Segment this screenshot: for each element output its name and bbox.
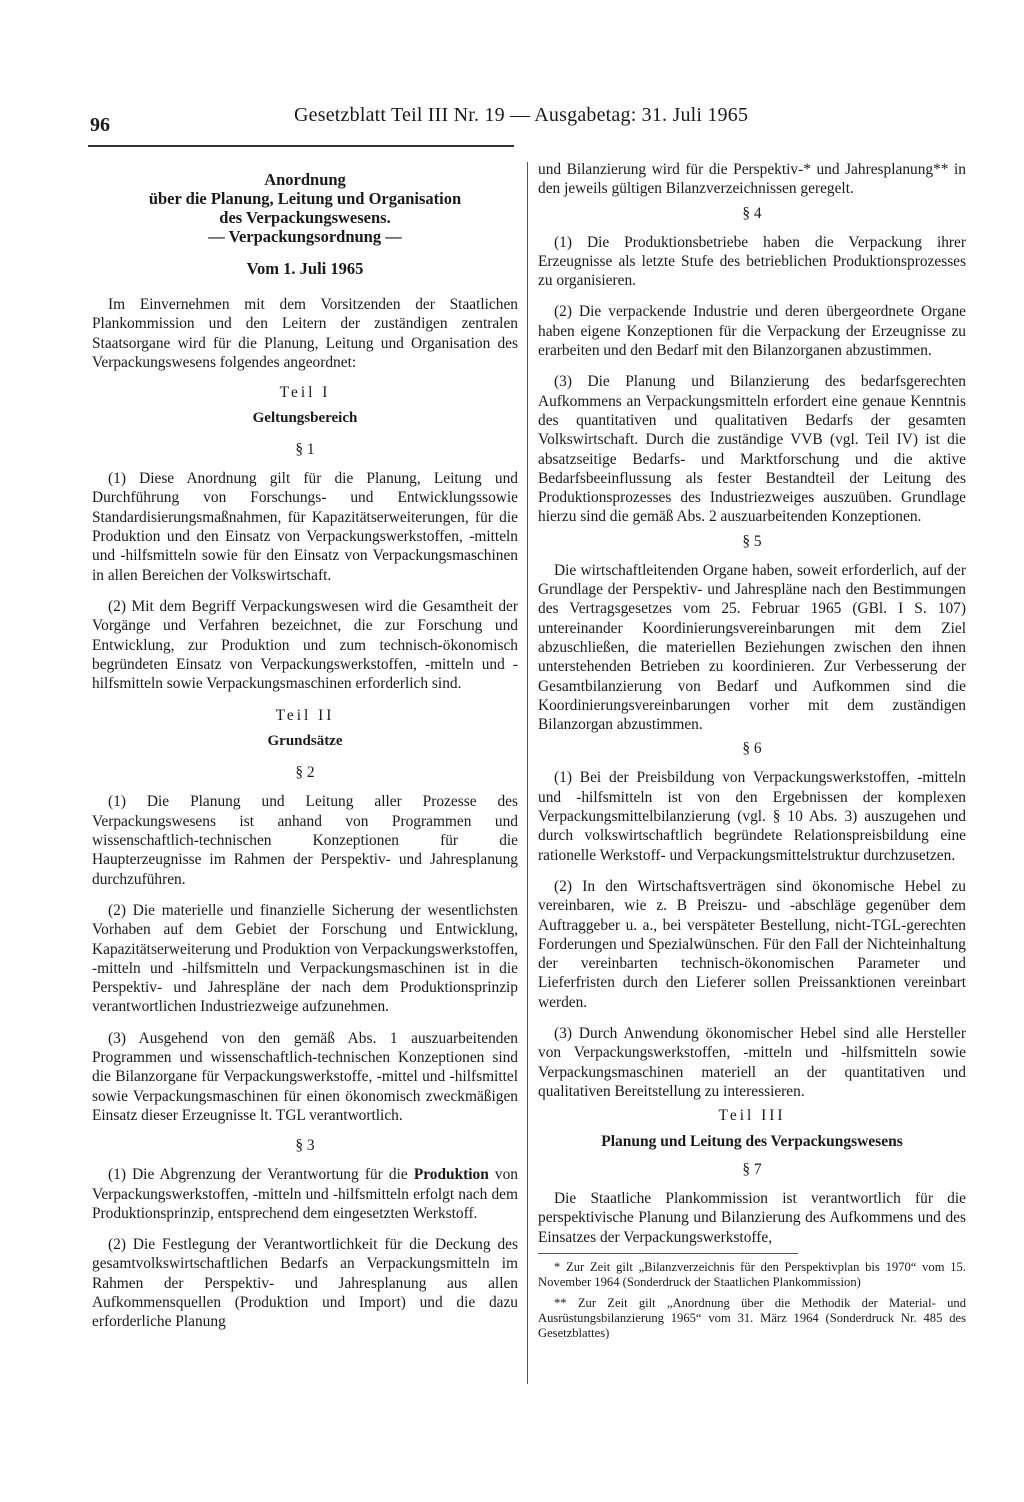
decree-subtitle: — Verpackungsordnung — — [208, 227, 402, 246]
gazette-title: Gesetzblatt Teil III Nr. 19 — Ausgabetag: 31. Juli 1965 — [294, 104, 749, 126]
section-6-paragraph-2: (2) In den Wirtschaftsverträgen sind ökonomische Hebel zu vereinbaren, wie z. B Preiszu- und -abschläge gegenüber dem Auftraggeber u. a., bei verspäteter Bestellung, nicht-TGL-gerechten Forderungen und Spezialwünschen. Für den Fall der Nichteinhaltung der vereinbarten technisch-ökonomischen Parameter und Lieferfristen durch den Lieferer sollen Preissanktionen vereinbart werden. — [538, 877, 966, 1011]
section-3-bold-term: Produktion — [413, 1166, 489, 1184]
right-column — [538, 160, 966, 1347]
footnote-1: * Zur Zeit gilt „Bilanzverzeichnis für den Perspektivplan bis 1970“ vom 15. November 1964 (Sonderdruck der Staatlichen Plankommission) — [538, 1260, 966, 1290]
footnote-rule — [538, 1253, 798, 1254]
section-3-paragraph-1-end: von Verpackungswerkstoffen, -mitteln und -hilfsmitteln erfolgt nach dem Produktionsprinzip, entsprechend dem eingesetzten Werkstoff. — [92, 1166, 518, 1222]
section-4-paragraph-1: (1) Die Produktionsbetriebe haben die Verpackung ihrer Erzeugnisse als letzte Stufe des betrieblichen Produktionsprozesses zu organisieren. — [538, 233, 966, 290]
section-2-paragraph-3: (3) Ausgehend von den gemäß Abs. 1 auszuarbeitenden Programmen und wissenschaftlich-technischen Konzeptionen sind die Bilanzorgane für Verpackungswerkstoffe, -mittel und -hilfsmittel sowie Verpackungsmaschinen für einen ökonomisch zweckmäßigen Einsatz dieser Erzeugnisse lt. TGL verantwortlich. — [92, 1029, 518, 1124]
decree-title-line-2: über die Planung, Leitung und Organisation — [148, 189, 462, 208]
section-1-label: § 1 — [295, 441, 315, 459]
section-3-label: § 3 — [295, 1137, 315, 1155]
section-3-paragraph-1 — [92, 1165, 518, 1223]
part-2-heading: Grundsätze — [267, 733, 343, 750]
part-1-heading: Geltungsbereich — [252, 410, 358, 427]
part-3-label: Teil III — [718, 1107, 786, 1125]
section-1-paragraph-2: (2) Mit dem Begriff Verpackungswesen wird die Gesamtheit der Vorgänge und Verfahren bezeichnet, die zur Forschung und Entwicklung, zur Produktion und zum technisch-ökonomisch begründeten Einsatz von Verpackungswerkstoffen, -mitteln und -hilfsmitteln sowie Verpackungsmaschinen erforderlich sind. — [92, 597, 518, 693]
section-7-label: § 7 — [742, 1161, 762, 1179]
page-header — [90, 104, 936, 138]
left-column — [92, 164, 518, 1344]
part-1-label: Teil I — [279, 384, 331, 402]
part-2-label: Teil II — [275, 707, 335, 725]
decree-date: Vom 1. Juli 1965 — [246, 259, 364, 278]
section-4-paragraph-2: (2) Die verpackende Industrie und deren übergeordnete Organe haben eigene Konzeptionen für die Verpackung der Erzeugnisse zu erarbeiten und den Bedarf mit den Bilanzorganen abzustimmen. — [538, 303, 966, 360]
section-2-paragraph-1: (1) Die Planung und Leitung aller Prozesse des Verpackungswesens ist anhand von Programmen und wissenschaftlich-technischen Konzeptionen für die Haupterzeugnisse im Rahmen der Perspektiv- und Jahresplanung durchzuführen. — [92, 793, 518, 888]
section-2-label: § 2 — [295, 764, 315, 782]
section-6-paragraph-1: (1) Bei der Preisbildung von Verpackungswerkstoffen, -mitteln und -hilfsmitteln ist von den Ergebnissen der komplexen Verpackungsmittelbilanzierung (vgl. § 10 Abs. 3) auszugehen und durch volkswirtschaftlich begründete Relationspreisbildung eine rationelle Werkstoff- und Verpackungsmittelstruktur durchzusetzen. — [538, 769, 966, 864]
section-2-paragraph-2: (2) Die materielle und finanzielle Sicherung der wesentlichsten Vorhaben auf dem Gebiet der Forschung und Entwicklung, Kapazitätserweiterung und Produktion von Verpackungswerkstoffen, -mitteln und -hilfsmitteln und Verpackungsmaschinen ist in die Perspektiv- und Jahrespläne der nach dem Produktionsprinzip verantwortlichen Industriezweige aufzunehmen. — [92, 901, 518, 1016]
section-3-paragraph-1-start: (1) Die Abgrenzung der Verantwortung für die — [108, 1166, 414, 1184]
section-1-paragraph-1: (1) Diese Anordnung gilt für die Planung, Leitung und Durchführung von Forschungs- und Entwicklungssowie Standardisierungsmaßnahmen, für Kapazitätserweiterungen, für die Produktion und den Einsatz von Verpackungswerkstoffen, -mitteln und -hilfsmitteln sowie für den Einsatz von Verpackungsmaschinen in allen Bereichen der Volkswirtschaft. — [92, 470, 518, 584]
continued-paragraph: und Bilanzierung wird für die Perspektiv-* und Jahresplanung** in den jeweils gültigen Bilanzverzeichnissen geregelt. — [538, 161, 966, 198]
section-4-label: § 4 — [742, 204, 762, 222]
section-5-paragraph-1: Die wirtschaftleitenden Organe haben, soweit erforderlich, auf der Grundlage der Perspektiv- und Jahrespläne nach den Bestimmungen des Vertragsgesetzes vom 25. Februar 1965 (GBl. I S. 107) untereinander Koordinierungsvereinbarungen mit dem Ziel abzuschließen, die materiellen Beziehungen zwischen den ihnen unterstehenden Betrieben zu koordinieren. Zur Verbesserung der Gesamtbilanzierung von Bedarf und Aufkommen sind die Koordinierungsvereinbarungen vorher mit dem zuständigen Bilanzorgan abzustimmen. — [538, 561, 966, 734]
header-rule — [88, 145, 514, 147]
decree-title-line-3: des Verpackungswesens. — [219, 208, 391, 227]
section-7-paragraph-1: Die Staatliche Plankommission ist verantwortlich für die perspektivische Planung und Bilanzierung des Aufkommens und des Einsatzes der Verpackungswerkstoffe, — [538, 1190, 966, 1246]
column-divider — [527, 162, 528, 1384]
decree-title-line-1: Anordnung — [264, 170, 346, 189]
section-5-label: § 5 — [742, 532, 762, 550]
page-number: 96 — [90, 114, 110, 136]
section-6-label: § 6 — [742, 740, 762, 758]
footnote-2: ** Zur Zeit gilt „Anordnung über die Methodik der Material- und Ausrüstungsbilanzierung 1965“ vom 31. März 1964 (Sonderdruck Nr. 485 des Gesetzblattes) — [538, 1296, 966, 1341]
section-6-paragraph-3: (3) Durch Anwendung ökonomischer Hebel sind alle Hersteller von Verpackungswerkstoffen, -mitteln und -hilfsmitteln sowie Verpackungsmaschinen materiell an der quantitativen und qualitativen Bereitstellung zu interessieren. — [538, 1024, 966, 1100]
section-4-paragraph-3: (3) Die Planung und Bilanzierung des bedarfsgerechten Aufkommens an Verpackungsmitteln erfordert eine genaue Kenntnis des quantitativen und qualitativen Bedarfs der gesamten Volkswirtschaft. Durch die zuständige VVB (vgl. Teil IV) ist die absatzseitige Bedarfs- und Marktforschung und die aktive Bedarfsbeeinflussung als fester Bestandteil der Leitung des Produktionsprozesses des Industriezweiges auszuüben. Grundlage hierzu sind die gemäß Abs. 2 auszuarbeitenden Konzeptionen. — [538, 373, 966, 526]
section-3-paragraph-2: (2) Die Festlegung der Verantwortlichkeit für die Deckung des gesamtvolkswirtschaftlichen Bedarfs an Verpackungsmitteln im Rahmen der Perspektiv- und Jahresplanung aus allen Aufkommensquellen (Produktion und Import) und die dazu erforderliche Planung — [92, 1236, 518, 1331]
part-3-heading: Planung und Leitung des Verpackungswesens — [601, 1133, 903, 1151]
preamble: Im Einvernehmen mit dem Vorsitzenden der Staatlichen Plankommission und den Leitern der zuständigen zentralen Staatsorgane wird für die Planung, Leitung und Organisation des Verpackungswesens folgendes angeordnet: — [92, 296, 518, 371]
